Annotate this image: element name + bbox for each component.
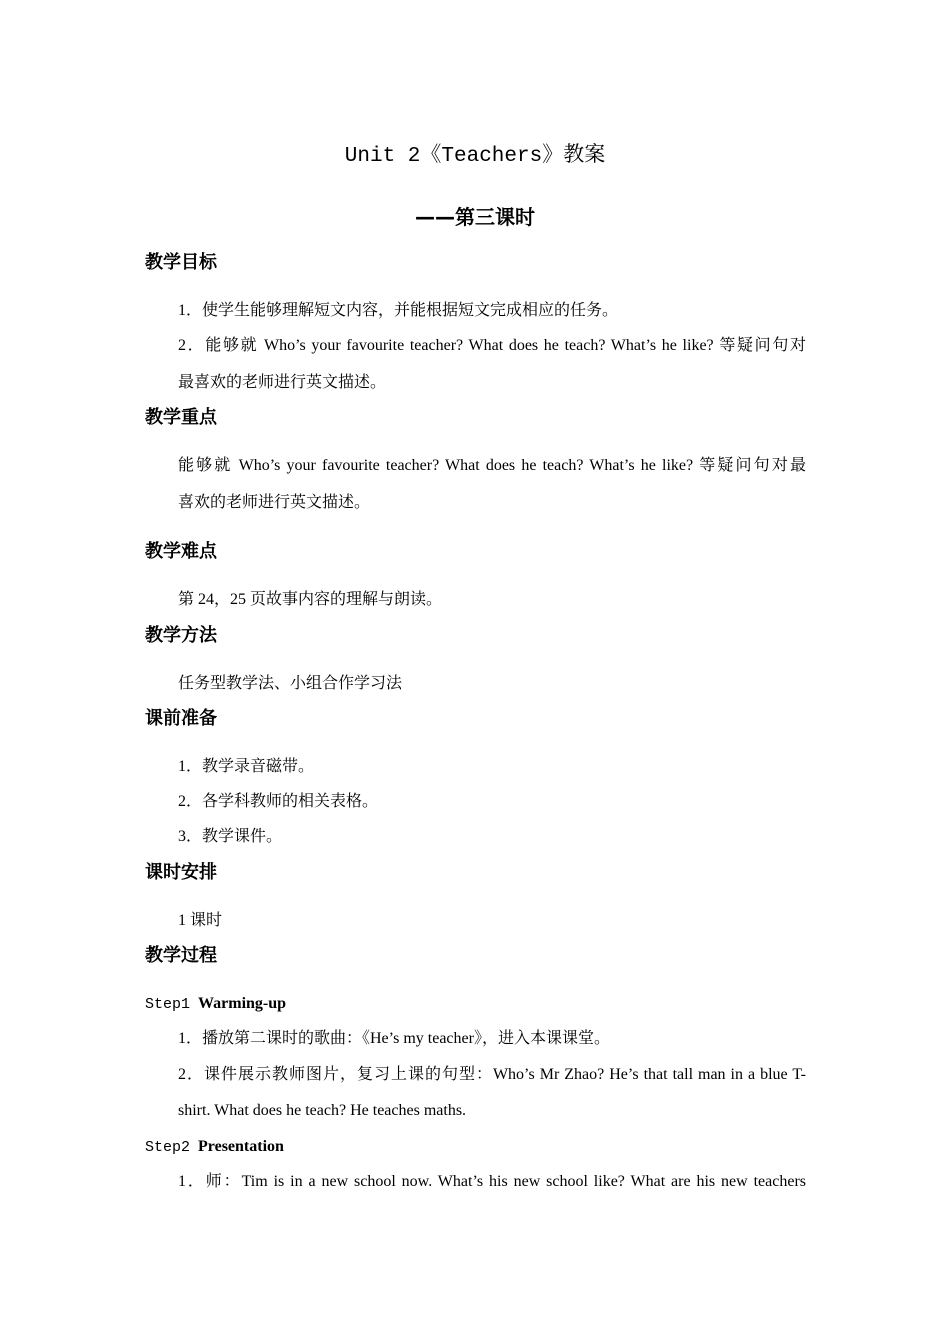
preparation-line-2: 2．各学科教师的相关表格。 xyxy=(178,793,379,810)
document-subtitle: ——第三课时 xyxy=(415,205,535,229)
section-heading-preparation: 课前准备 xyxy=(145,708,217,729)
section-heading-methods: 教学方法 xyxy=(145,625,217,646)
goals-line-1: 1．使学生能够理解短文内容，并能根据短文完成相应的任务。 xyxy=(178,302,619,319)
step-1-name: Warming-up xyxy=(198,995,287,1012)
preparation-line-1: 1．教学录音磁带。 xyxy=(178,758,315,775)
document-title: Unit 2《Teachers》教案 xyxy=(344,145,606,168)
section-heading-process: 教学过程 xyxy=(145,945,217,966)
preparation-line-3: 3．教学课件。 xyxy=(178,828,283,845)
step-1-line-2-cont: shirt. What does he teach? He teaches maths. xyxy=(178,1102,467,1119)
section-heading-schedule: 课时安排 xyxy=(145,862,217,883)
step-1-number: Step1 xyxy=(145,996,191,1013)
step-2-name: Presentation xyxy=(198,1138,284,1155)
step-2-line-1: 1．师：Tim is in a new school now. What’s his new school like? What are his new teachers xyxy=(178,1173,806,1190)
step-1-line-1: 1．播放第二课时的歌曲：《He’s my teacher》，进入本课课堂。 xyxy=(178,1030,610,1047)
key-points-line-2: 喜欢的老师进行英文描述。 xyxy=(178,494,371,511)
section-heading-goals: 教学目标 xyxy=(145,252,217,273)
goals-line-2-cont: 最喜欢的老师进行英文描述。 xyxy=(178,374,387,391)
difficulties-line-1: 第 24，25 页故事内容的理解与朗读。 xyxy=(178,591,443,608)
step-2-number: Step2 xyxy=(145,1139,191,1156)
section-heading-key-points: 教学重点 xyxy=(145,407,217,428)
step-1-heading xyxy=(145,993,286,1016)
methods-line-1: 任务型教学法、小组合作学习法 xyxy=(178,675,403,692)
section-heading-difficulties: 教学难点 xyxy=(145,541,217,562)
schedule-line-1: 1 课时 xyxy=(178,912,223,929)
step-2-heading xyxy=(145,1136,284,1159)
key-points-line-1: 能够就 Who’s your favourite teacher? What does he teach? What’s he like? 等疑问句对最 xyxy=(178,457,806,474)
step-1-line-2: 2．课件展示教师图片，复习上课的句型：Who’s Mr Zhao? He’s that tall man in a blue T- xyxy=(178,1066,806,1083)
goals-line-2: 2．能够就 Who’s your favourite teacher? What does he teach? What’s he like? 等疑问句对 xyxy=(178,337,806,354)
